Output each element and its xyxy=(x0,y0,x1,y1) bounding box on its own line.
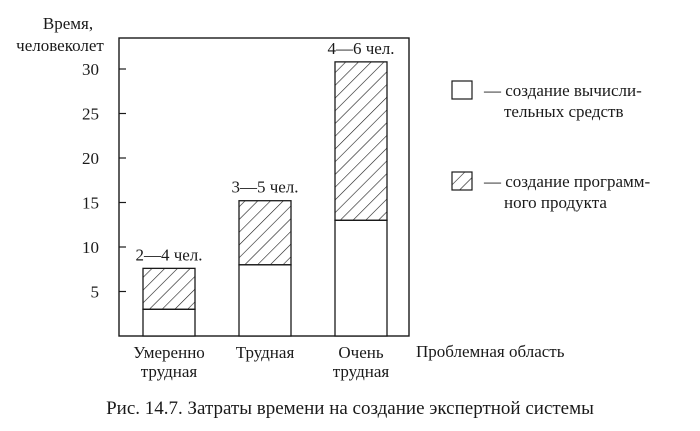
bar-annotation: 3—5 чел. xyxy=(231,177,299,197)
y-tick-label: 20 xyxy=(82,149,99,168)
bar-segment-computing xyxy=(239,265,291,336)
y-tick-label: 15 xyxy=(82,193,99,213)
y-tick-label: 5 xyxy=(90,282,99,302)
y-axis-title xyxy=(16,14,104,55)
bar-segment-software xyxy=(239,201,291,265)
y-axis-title-line-1: Время, xyxy=(42,14,94,33)
legend xyxy=(452,81,651,212)
x-tick-label: Умеренно xyxy=(133,343,205,362)
legend-label: — создание программ- xyxy=(484,172,651,191)
bar-segment-software xyxy=(143,268,195,309)
legend-label: тельных средств xyxy=(504,102,624,121)
legend-swatch xyxy=(452,81,472,99)
x-tick-label: Очень xyxy=(338,343,384,362)
bar-segment-software xyxy=(335,62,387,220)
y-tick-label: 30 xyxy=(82,60,99,79)
y-tick-label: 10 xyxy=(82,238,99,257)
x-axis-title: Проблемная область xyxy=(416,342,565,361)
x-tick-label: Трудная xyxy=(235,343,295,362)
bar-annotation: 4—6 чел. xyxy=(327,38,395,58)
legend-label: — создание вычисли- xyxy=(484,81,642,100)
legend-label: ного продукта xyxy=(504,193,607,212)
figure-caption: Рис. 14.7. Затраты времени на создание экспертной системы xyxy=(106,398,594,419)
legend-swatch xyxy=(452,172,472,190)
x-tick-label: трудная xyxy=(332,362,390,381)
x-tick-label: трудная xyxy=(140,362,198,381)
x-axis-tick-labels xyxy=(133,343,389,381)
y-axis-title-line-2: человеколет xyxy=(16,36,104,55)
bar-segment-computing xyxy=(335,220,387,336)
y-tick-label: 25 xyxy=(82,104,99,124)
bars xyxy=(143,62,387,336)
bar-segment-computing xyxy=(143,309,195,336)
bar-annotation: 2—4 чел. xyxy=(135,245,203,265)
